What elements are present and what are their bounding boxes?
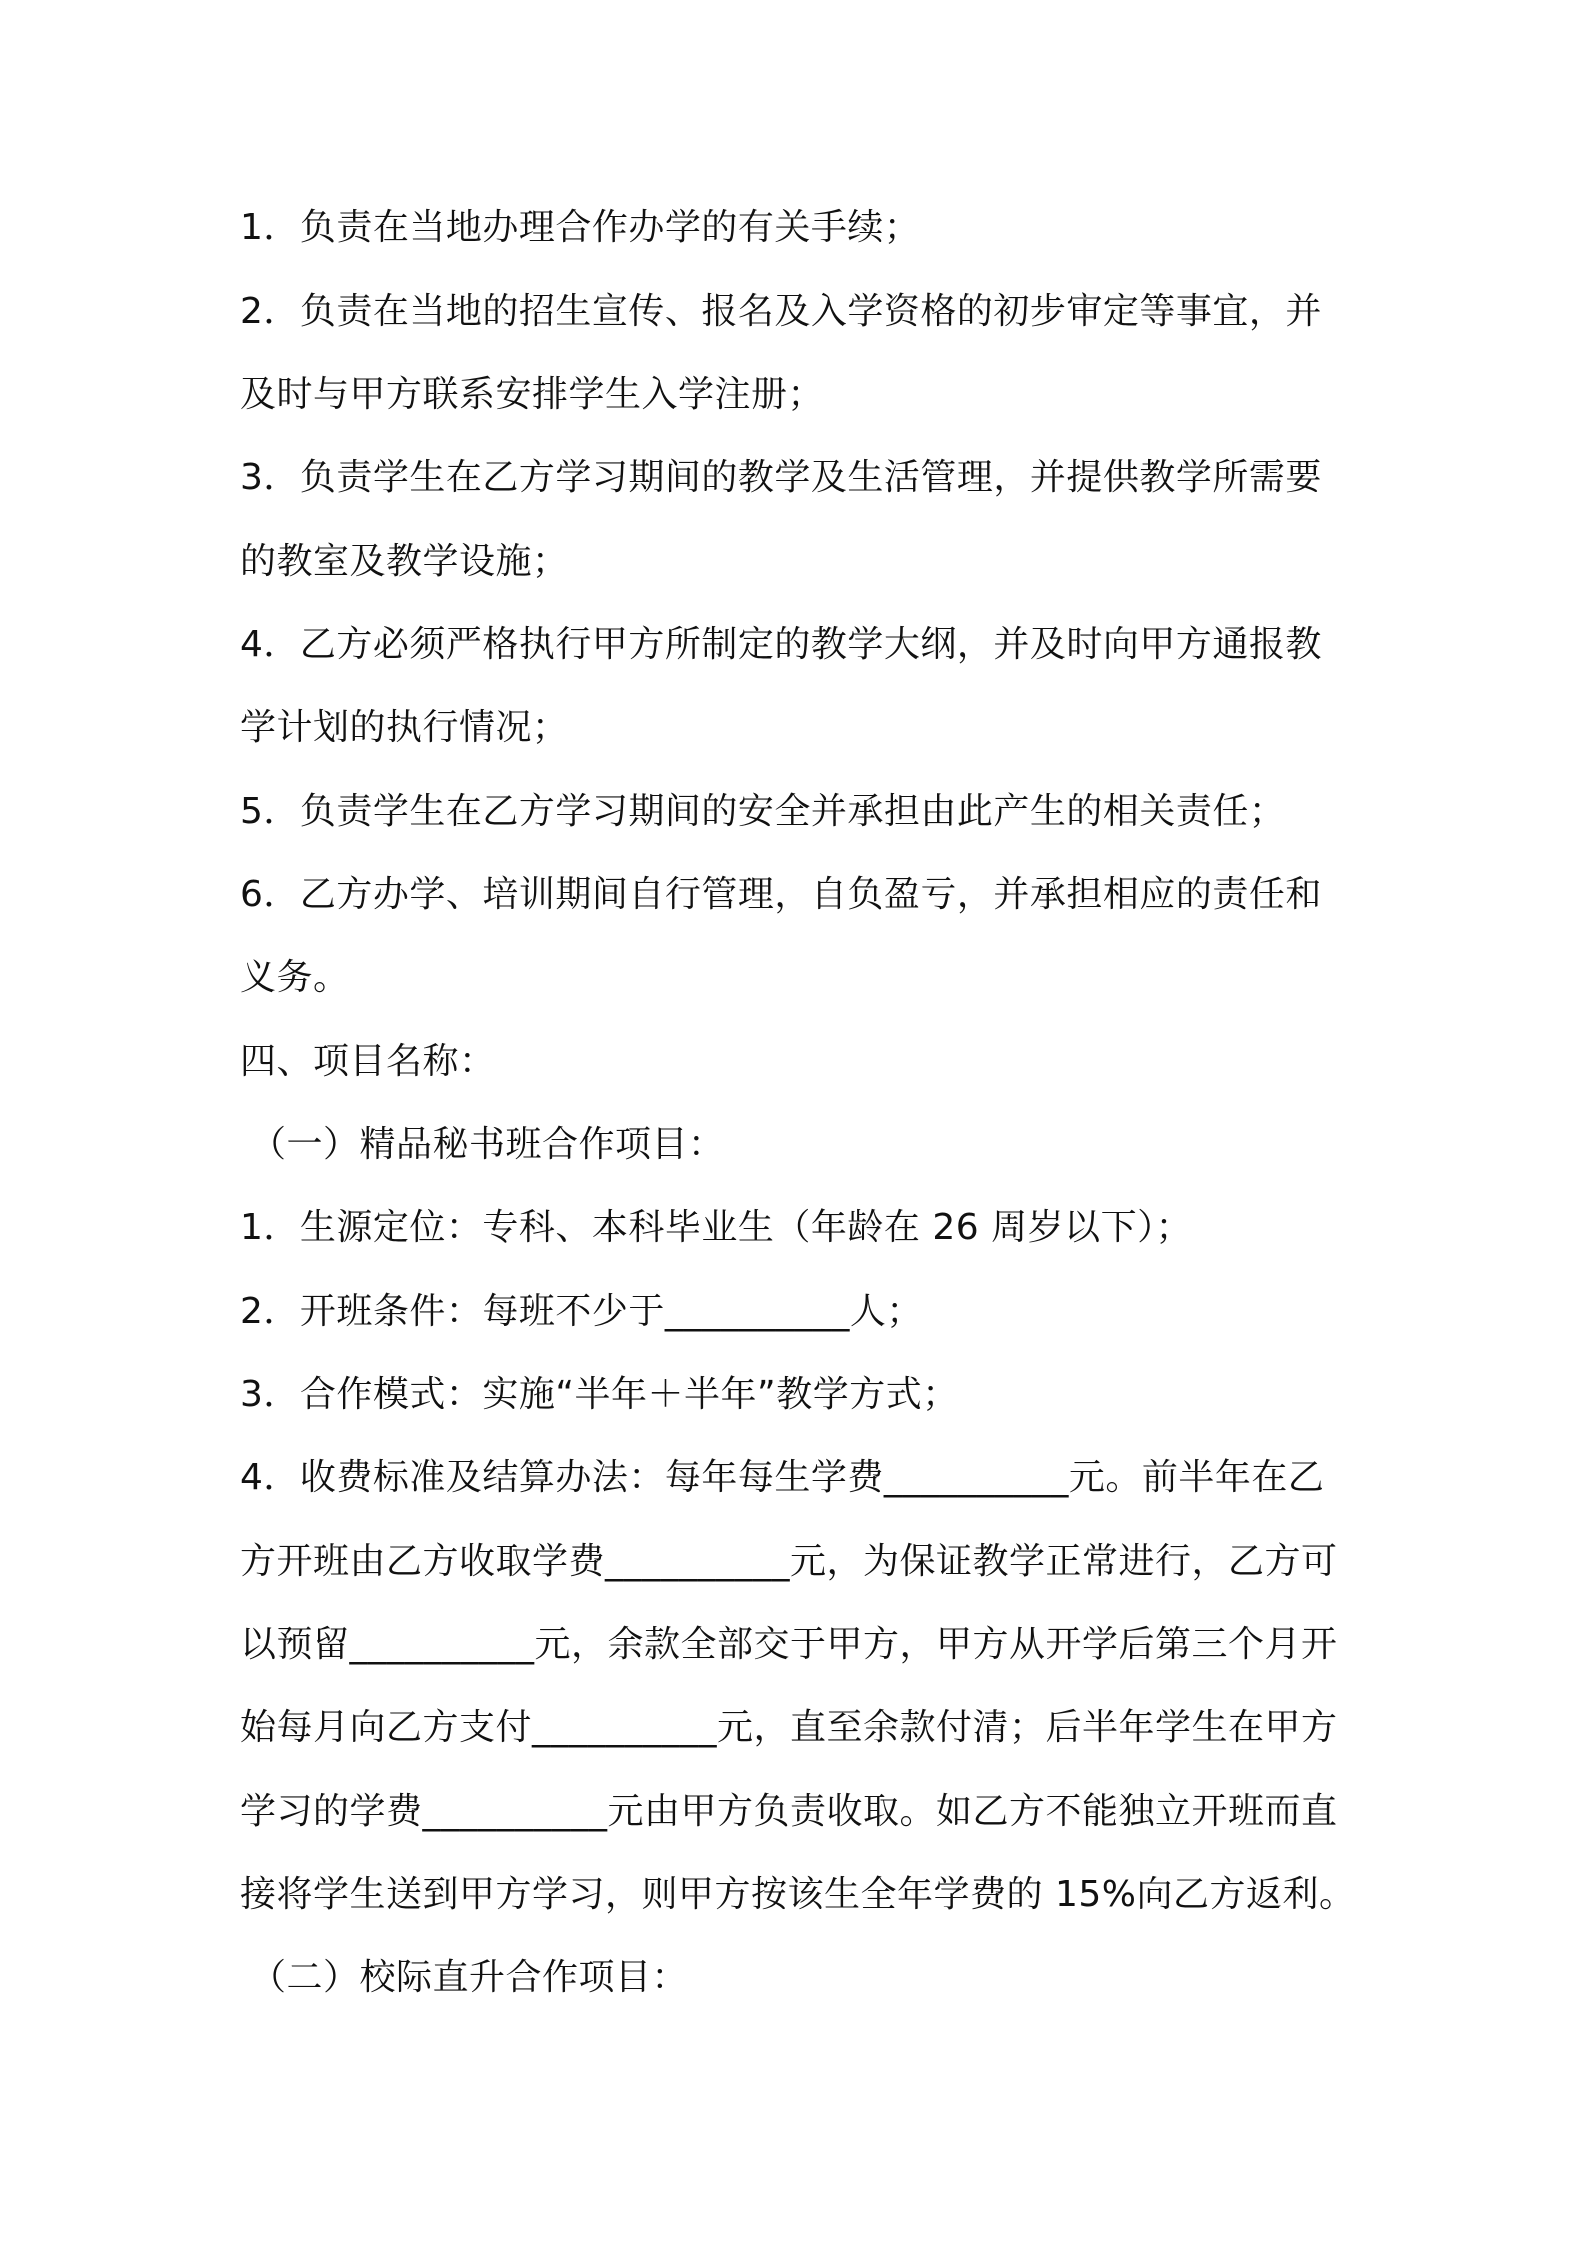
- text-line: 及时与甲方联系安排学生入学注册；: [240, 374, 825, 415]
- text-line: 始每月向乙方支付__________元，直至余款付清；后半年学生在甲方: [240, 1707, 1338, 1748]
- text-line: 6．乙方办学、培训期间自行管理，自负盈亏，并承担相应的责任和: [240, 874, 1322, 915]
- text-line: 学计划的执行情况；: [240, 707, 569, 748]
- text-line: 的教室及教学设施；: [240, 541, 569, 582]
- text-line: 1．负责在当地办理合作办学的有关手续；: [240, 207, 921, 248]
- text-line: 4．收费标准及结算办法：每年每生学费__________元。前半年在乙: [240, 1457, 1325, 1498]
- text-line: 方开班由乙方收取学费__________元，为保证教学正常进行，乙方可: [240, 1541, 1338, 1582]
- text-line: 以预留__________元，余款全部交于甲方，甲方从开学后第三个月开: [240, 1624, 1338, 1665]
- text-line: 5．负责学生在乙方学习期间的安全并承担由此产生的相关责任；: [240, 791, 1286, 832]
- text-line: 接将学生送到甲方学习，则甲方按该生全年学费的 15%向乙方返利。: [240, 1874, 1356, 1915]
- subsection-heading: （一）精品秘书班合作项目：: [250, 1124, 725, 1165]
- text-line: 4．乙方必须严格执行甲方所制定的教学大纲，并及时向甲方通报教: [240, 624, 1322, 665]
- text-line: 义务。: [240, 957, 350, 998]
- text-line: 3．负责学生在乙方学习期间的教学及生活管理，并提供教学所需要: [240, 457, 1322, 498]
- text-line: 3．合作模式：实施“半年＋半年”教学方式；: [240, 1374, 959, 1415]
- text-line: 学习的学费__________元由甲方负责收取。如乙方不能独立开班而直: [240, 1791, 1338, 1832]
- section-heading: 四、项目名称：: [240, 1041, 496, 1082]
- subsection-heading: （二）校际直升合作项目：: [250, 1957, 689, 1998]
- text-line: 1．生源定位：专科、本科毕业生（年龄在 26 周岁以下）；: [240, 1207, 1193, 1248]
- text-line: 2．开班条件：每班不少于__________人；: [240, 1291, 923, 1332]
- text-line: 2．负责在当地的招生宣传、报名及入学资格的初步审定等事宜，并: [240, 291, 1322, 332]
